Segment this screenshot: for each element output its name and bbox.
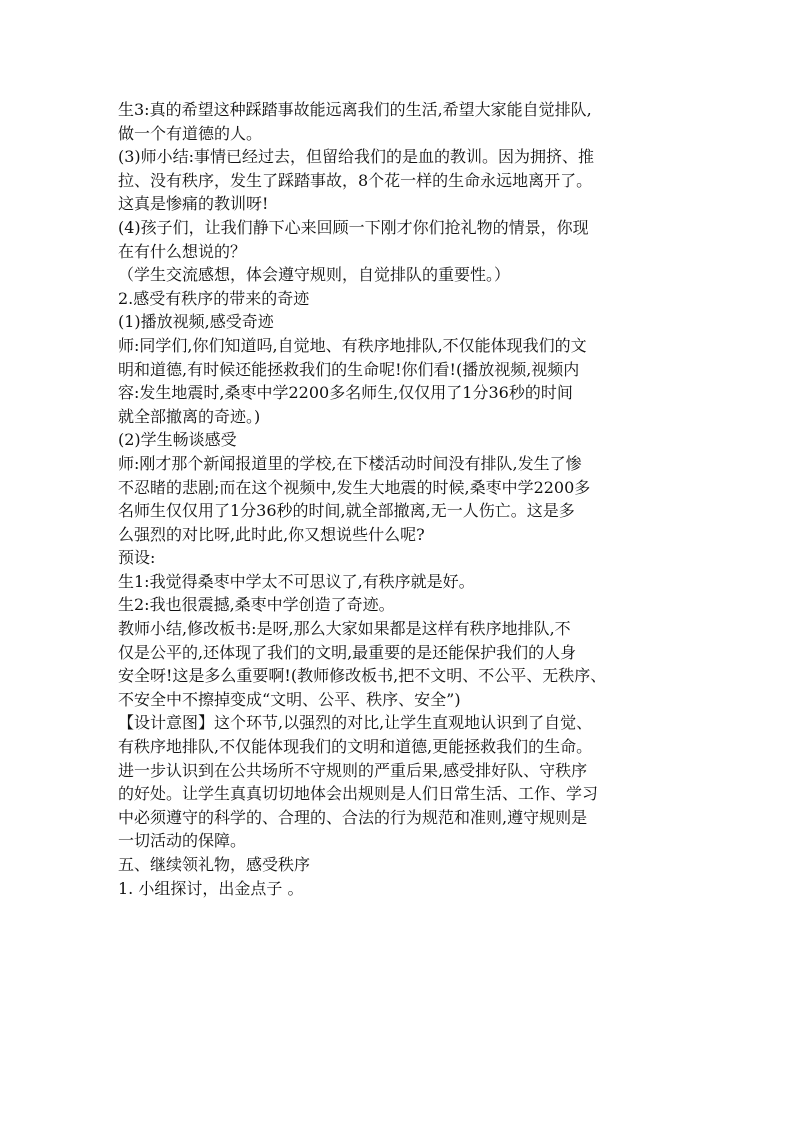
text-line: 师:同学们,你们知道吗,自觉地、有秩序地排队,不仅能体现我们的文 xyxy=(118,335,587,355)
text-line: (4)孩子们，让我们静下心来回顾一下刚才你们抢礼物的情景，你现 xyxy=(118,217,589,237)
text-line: 中必须遵守的科学的、合理的、合法的行为规范和准则,遵守规则是 xyxy=(118,807,588,827)
text-line: 生3:真的希望这种踩踏事故能远离我们的生活,希望大家能自觉排队, xyxy=(118,100,592,119)
text-line: 这真是惨痛的教训呀! xyxy=(118,194,269,214)
section-heading: 五、继续领礼物，感受秩序 xyxy=(118,855,311,874)
text-line: 么强烈的对比呀,此时此,你又想说些什么呢? xyxy=(118,524,425,544)
text-line: 就全部撤离的奇迹。) xyxy=(118,406,261,426)
text-line: 仅是公平的,还体现了我们的文明,最重要的是还能保护我们的人身 xyxy=(118,642,577,662)
section-heading: 2.感受有秩序的带来的奇迹 xyxy=(118,288,310,308)
text-line: (3)师小结:事情已经过去，但留给我们的是血的教训。因为拥挤、推 xyxy=(118,147,595,167)
text-line: 师:刚才那个新闻报道里的学校,在下楼活动时间没有排队,发生了惨 xyxy=(118,453,582,473)
document-body xyxy=(118,98,684,900)
subsection-heading: (1)播放视频,感受奇迹 xyxy=(118,312,274,332)
text-line: 有秩序地排队,不仅能体现我们的文明和道德,更能拯救我们的生命。 xyxy=(118,737,593,757)
text-line: （学生交流感想，体会遵守规则，自觉排队的重要性。） xyxy=(118,265,511,285)
text-line: 教师小结,修改板书:是呀,那么大家如果都是这样有秩序地排队,不 xyxy=(118,619,571,639)
text-line: 安全呀!这是多么重要啊!(教师修改板书,把不文明、不公平、无秩序、 xyxy=(118,666,607,686)
text-line: 名师生仅仅用了1分36秒的时间,就全部撤离,无一人伤亡。这是多 xyxy=(118,501,575,521)
text-line: 拉、没有秩序，发生了踩踏事故，8个花一样的生命永远地离开了。 xyxy=(118,170,593,190)
text-line: 一切活动的保障。 xyxy=(118,831,247,851)
text-line: 做一个有道德的人。 xyxy=(118,123,263,143)
text-line: 生1:我觉得桑枣中学太不可思议了,有秩序就是好。 xyxy=(118,571,475,591)
text-line: 不安全中不擦掉变成“文明、公平、秩序、安全”) xyxy=(118,689,461,709)
text-line: 容:发生地震时,桑枣中学2200多名师生,仅仅用了1分36秒的时间 xyxy=(118,383,573,403)
subsection-heading: (2)学生畅谈感受 xyxy=(118,430,237,450)
text-line: 的好处。让学生真真切切地体会出规则是人们日常生活、工作、学习 xyxy=(118,784,599,804)
text-line: 预设: xyxy=(118,548,156,568)
text-line: 生2:我也很震撼,桑枣中学创造了奇迹。 xyxy=(118,595,395,615)
text-line: 在有什么想说的？ xyxy=(118,241,247,261)
text-line: 进一步认识到在公共场所不守规则的严重后果,感受排好队、守秩序 xyxy=(118,760,588,780)
text-line: 不忍睹的悲剧;而在这个视频中,发生大地震的时候,桑枣中学2200多 xyxy=(118,477,591,497)
text-line: 1. 小组探讨，出金点子 。 xyxy=(118,878,304,898)
text-line: 明和道德,有时候还能拯救我们的生命呢!你们看!(播放视频,视频内 xyxy=(118,359,580,379)
design-intent-line: 【设计意图】这个环节,以强烈的对比,让学生直观地认识到了自觉、 xyxy=(118,713,593,733)
